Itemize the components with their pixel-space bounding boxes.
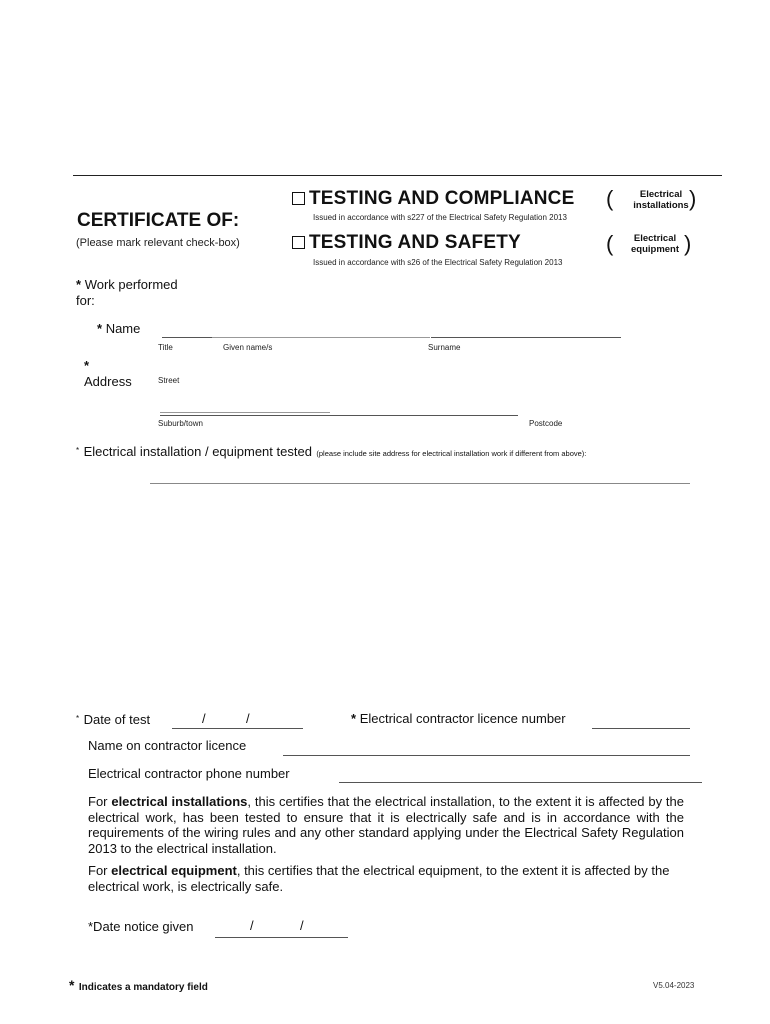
- compliance-paren-close: ): [689, 186, 697, 211]
- version-label: V5.04-2023: [653, 981, 695, 990]
- option-testing-compliance: [292, 188, 574, 210]
- installations-statement: [88, 794, 684, 856]
- phone-label: Electrical contractor phone number: [88, 766, 290, 781]
- phone-field[interactable]: [339, 782, 702, 783]
- address-label: [84, 358, 132, 390]
- mandatory-star: *: [76, 714, 80, 723]
- safety-tag-line1: Electrical: [633, 233, 677, 244]
- mandatory-star: *: [351, 711, 357, 726]
- p2-bold: electrical equipment: [111, 863, 237, 878]
- top-divider: [73, 175, 722, 176]
- licence-number-label: [351, 711, 566, 726]
- work-heading-line2: for:: [76, 293, 95, 308]
- equipment-statement: [88, 863, 684, 894]
- date-slash-2: /: [246, 711, 250, 726]
- installation-label: Electrical installation / equipment tested: [83, 444, 312, 459]
- p1-bold: electrical installations: [111, 794, 248, 809]
- licence-number-text: Electrical contractor licence number: [359, 711, 566, 726]
- footer-star: *: [69, 977, 75, 993]
- footer-note-text: Indicates a mandatory field: [78, 982, 208, 993]
- safety-note: Issued in accordance with s26 of the Electrical Safety Regulation 2013: [313, 258, 563, 267]
- mandatory-star: *: [97, 321, 103, 336]
- safety-paren-close: ): [684, 231, 692, 256]
- title-field[interactable]: [162, 337, 212, 338]
- name-on-licence-label: Name on contractor licence: [88, 738, 247, 753]
- name-label-text: Name: [105, 321, 141, 336]
- compliance-tag: [626, 186, 697, 211]
- mandatory-star: *: [84, 358, 90, 373]
- installation-note: (please include site address for electrical installation work if different from above):: [316, 449, 587, 458]
- street-label: Street: [158, 376, 180, 385]
- given-name-field[interactable]: [212, 337, 430, 338]
- p1-rest: , this certifies that the electrical installation, to the extent it is affected by the electrical work, has been tested to ensure that it is electrically safe and is in accordance with the requirements of the wiring rules and any other standard applying under the Electrical Safety Regulation 2013 to the electrical installation.: [88, 794, 684, 856]
- mandatory-star: *: [76, 277, 82, 292]
- safety-tag: [620, 233, 690, 255]
- surname-field[interactable]: [431, 337, 621, 338]
- name-label: [97, 321, 140, 336]
- date-notice-label: *Date notice given: [88, 919, 194, 934]
- safety-heading: TESTING AND SAFETY: [309, 232, 521, 253]
- notice-slash-2: /: [300, 918, 304, 933]
- compliance-note: Issued in accordance with s227 of the Electrical Safety Regulation 2013: [313, 213, 567, 222]
- date-notice-field[interactable]: [215, 937, 348, 938]
- given-name-label: Given name/s: [223, 343, 273, 352]
- option-testing-safety: [292, 232, 521, 254]
- compliance-heading: TESTING AND COMPLIANCE: [309, 188, 575, 209]
- title-label: Title: [158, 343, 173, 352]
- date-of-test-row: [76, 711, 150, 729]
- compliance-tag-line2: installations: [633, 200, 689, 211]
- compliance-paren-open: (: [606, 186, 614, 211]
- date-slash-1: /: [202, 711, 206, 726]
- p2-rest: , this certifies that the electrical equipment, to the extent it is affected by the electrical work, is electrically safe.: [88, 863, 670, 894]
- name-on-licence-field[interactable]: [283, 755, 690, 756]
- compliance-checkbox[interactable]: [292, 192, 305, 205]
- safety-checkbox[interactable]: [292, 236, 305, 249]
- surname-label: Surname: [428, 343, 461, 352]
- date-of-test-field[interactable]: [172, 728, 303, 729]
- compliance-tag-line1: Electrical: [639, 189, 683, 200]
- p2-prefix: For: [88, 863, 112, 878]
- footer-note: [69, 977, 208, 995]
- street-field[interactable]: [160, 412, 330, 413]
- p1-prefix: For: [88, 794, 112, 809]
- licence-number-field[interactable]: [592, 728, 690, 729]
- suburb-field[interactable]: [160, 415, 518, 416]
- suburb-label: Suburb/town: [158, 419, 203, 428]
- work-heading-line1: Work performed: [84, 277, 178, 292]
- installation-field[interactable]: [150, 483, 690, 484]
- notice-slash-1: /: [250, 918, 254, 933]
- address-label-text: Address: [84, 374, 132, 389]
- safety-tag-line2: equipment: [630, 244, 680, 255]
- mandatory-star: *: [76, 446, 80, 455]
- safety-paren-open: (: [606, 231, 614, 256]
- date-of-test-label: Date of test: [83, 712, 151, 727]
- postcode-label: Postcode: [529, 419, 563, 428]
- certificate-subtitle: (Please mark relevant check-box): [76, 237, 240, 249]
- work-performed-heading: [76, 277, 178, 309]
- installation-row: [76, 443, 586, 461]
- certificate-title: CERTIFICATE OF:: [77, 210, 240, 231]
